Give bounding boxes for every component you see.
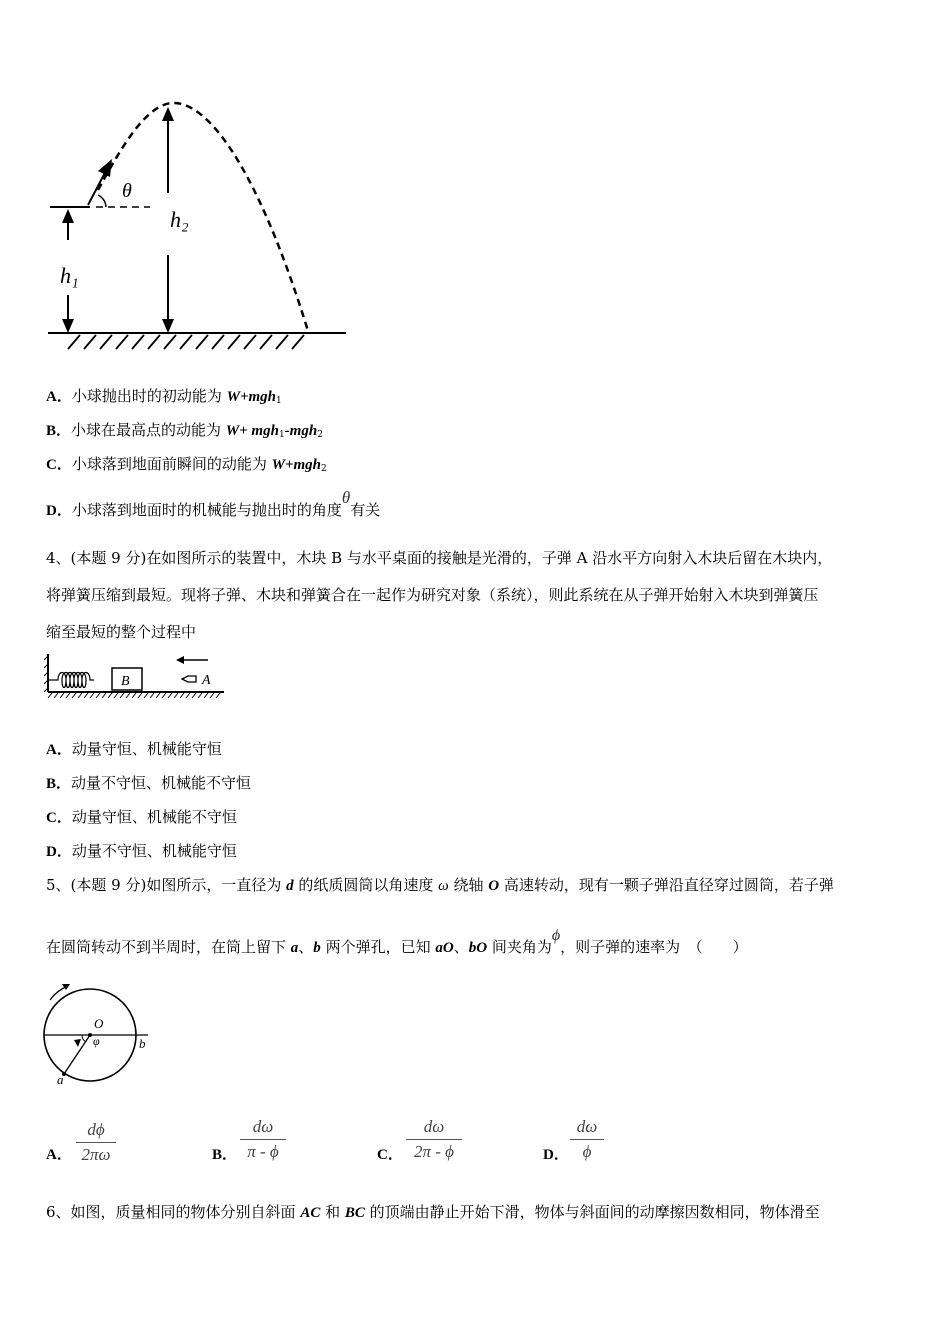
projectile-figure [40, 95, 360, 355]
theta-symbol: θ [341, 488, 351, 507]
block-b-label: B [121, 674, 130, 689]
q4-stem-line1: 4、(本题 9 分)在如图所示的装置中，木块 B 与水平桌面的接触是光滑的，子弹 A 沿水平方向射入木块后留在木块内， [46, 549, 833, 567]
q5-stem-line1: 5、(本题 9 分)如图所示，一直径为 d 的纸质圆筒以角速度 ω 绕轴 O 高速转动，现有一颗子弹沿直径穿过圆筒，若子弹 [46, 876, 834, 894]
q4-stem-line3: 缩至最短的整个过程中 [46, 623, 197, 641]
q4-option-a: A．动量守恒、机械能守恒 [46, 740, 222, 758]
phi-angle-label: φ [93, 1034, 100, 1048]
q5-option-b-letter: B． [212, 1147, 238, 1163]
center-o-label: O [94, 1016, 104, 1031]
q4-option-d: D．动量不守恒、机械能守恒 [46, 842, 237, 860]
q5-option-c-letter: C． [377, 1147, 403, 1163]
q5-stem-line2: 在圆筒转动不到半周时，在筒上留下 a、b 两个弹孔，已知 aO、bO 间夹角为ϕ，则子弹的速率为 （ ） [46, 927, 748, 956]
hole-b-label: b [139, 1036, 146, 1051]
bullet-a-label: A [202, 673, 211, 688]
q4-option-c: C．动量守恒、机械能不守恒 [46, 808, 237, 826]
q5-option-c-fraction: dω 2π - ϕ [406, 1117, 462, 1162]
trajectory-curve [98, 103, 308, 331]
h1-label: h₁ [60, 263, 79, 288]
q5-option-d-letter: D． [543, 1147, 569, 1163]
q3-option-c: C．小球落到地面前瞬间的动能为 W+mgh$_2$ [46, 455, 327, 474]
bullet-a [182, 676, 196, 682]
theta-label: θ [122, 180, 132, 202]
spring-block-figure [44, 650, 229, 705]
q5-option-a-fraction: dϕ 2πω [76, 1120, 116, 1165]
q4-stem-line2: 将弹簧压缩到最短。现将子弹、木块和弹簧合在一起作为研究对象（系统），则此系统在从子弹开始射入木块到弹簧压 [46, 586, 819, 604]
q3-option-a: A．小球抛出时的初动能为 W+mgh$_1$ [46, 387, 282, 406]
q5-option-a-letter: A． [46, 1147, 72, 1163]
q3-option-d: D．小球落到地面时的机械能与抛出时的角度θ有关 [46, 488, 381, 519]
angle-arc [98, 195, 106, 207]
q3-option-b: B．小球在最高点的动能为 W+ mgh$_1$-mgh$_2$ [46, 421, 323, 440]
phi-symbol: ϕ [551, 927, 561, 944]
hole-a-label: a [57, 1072, 64, 1087]
q5-option-b-fraction: dω π - ϕ [240, 1117, 286, 1162]
q4-option-b: B．动量不守恒、机械能不守恒 [46, 774, 252, 792]
spring [48, 673, 94, 688]
cylinder-figure [38, 978, 158, 1088]
q5-option-d-fraction: dω ϕ [570, 1117, 604, 1162]
h2-label: h₂ [170, 207, 189, 232]
q6-stem-line1: 6、如图，质量相同的物体分别自斜面 AC 和 BC 的顶端由静止开始下滑，物体与斜面间的动摩擦因数相同，物体滑至 [46, 1203, 820, 1221]
